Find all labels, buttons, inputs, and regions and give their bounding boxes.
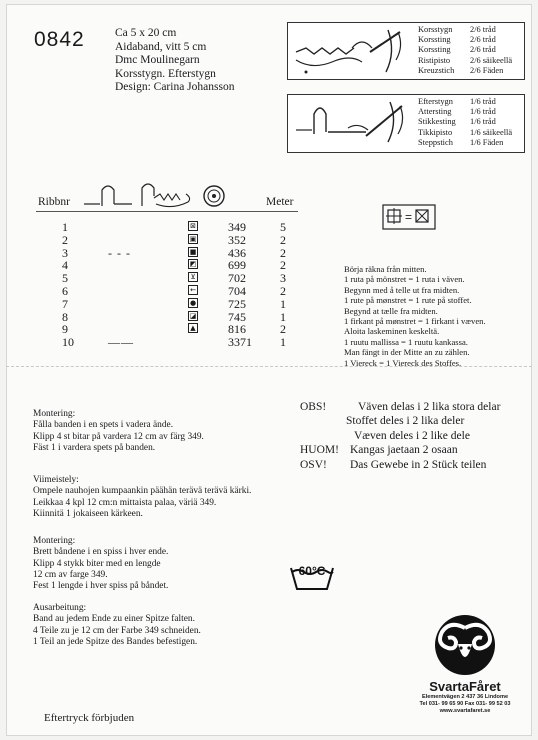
instructions-finnish: Viimeistely: Ompele nauhojen kumpaankin päähän terävä terävä kärki. Leikkaa 4 kpl 12 cm:n mittaista palaa, väriä 349. Kiinnitä 1 jokaiseen kärkeen. — [33, 475, 252, 519]
list-item: Stikkesting 1/6 tråd — [418, 117, 496, 127]
brand-phone: Tel 031- 99 65 90 Fax 031- 99 52 03 — [419, 701, 511, 707]
instructions-swedish: Montering: Fålla banden i en spets i vadera ände. Klipp 4 st bitar på vardera 12 cm av färg 349. Fäst 1 i vardera spets på banden. — [33, 409, 204, 453]
list-item: Tikkipisto 1/6 säikeellä — [418, 127, 513, 137]
back-stitch-needle-icon — [292, 98, 416, 150]
list-item: Ristipisto 2/6 säikeellä — [418, 55, 513, 65]
stitch-symbol: ■ — [189, 247, 197, 256]
list-item: Korsstygn 2/6 tråd — [418, 25, 496, 34]
info-yarn: Dmc Moulinegarn — [115, 54, 200, 67]
cross-stitch-list — [418, 25, 512, 76]
info-size: Ca 5 x 20 cm — [115, 27, 177, 39]
list-item: Efterstygn 1/6 tråd — [418, 97, 496, 106]
stitch-symbol: ● — [189, 298, 197, 307]
table-row: 5 ⊻ 702 3 — [62, 271, 286, 286]
table-row: 4 ◩ 699 2 — [62, 258, 286, 273]
stitch-symbol: ◩ — [189, 260, 197, 269]
table-row: 7 ● 725 1 — [62, 296, 286, 311]
back-stitch-icon — [84, 186, 132, 206]
brand-website: www.svartafaret.se — [439, 708, 491, 714]
list-item: Korssting 2/6 tråd — [418, 45, 496, 55]
instructions-german: Ausarbeitung: Band au jedem Ende zu einer Spitze falten. 4 Teile zu je 12 cm der Farbe 349 schneiden. 1 Teil an jede Spitze des Bandes befestigen. — [33, 603, 201, 647]
color-key-table — [36, 220, 306, 348]
cross-stitch-needle-icon — [292, 26, 416, 78]
list-item: Kreuzstich 2/6 Fäden — [418, 65, 504, 75]
info-stitches: Korsstygn. Efterstygn — [115, 67, 216, 80]
list-item: Attersting 1/6 tråd — [418, 107, 496, 117]
counting-instructions: Börja räkna från mitten. 1 ruta på mönstret = 1 ruta i väven. Begynn med å telle ut fra midten. 1 rute på mønstret = 1 rute på stoffet. Begynd at tælle fra midten. 1 firkant på mønstret = 1 firkant i væven. Aloita laskeminen keskeltä. 1 ruutu mallissa = 1 ruutu kankassa. Man fängt in der Mitte an zu zählen. 1 Viereck = 1 Viereck des Stoffes. — [344, 264, 486, 368]
column-stitch-icons — [84, 180, 264, 212]
list-item: Korssting 2/6 tråd — [418, 35, 496, 45]
info-design: Design: Carina Johansson — [115, 81, 235, 94]
ram-logo-icon — [430, 614, 500, 676]
table-row: 3 - - - ■ 436 2 — [62, 245, 286, 260]
pattern-code: 0842 — [34, 28, 85, 51]
dmc-logo-icon — [204, 186, 224, 206]
grid-equals-icon — [382, 204, 436, 230]
stitch-symbol: ▣ — [189, 234, 197, 243]
cross-stitch-icon — [142, 184, 190, 207]
table-row: 9 ▲ 816 2 — [62, 322, 286, 337]
info-fabric: Aidaband, vitt 5 cm — [115, 40, 207, 53]
equals-sign: = — [405, 210, 413, 224]
header-divider — [36, 211, 298, 212]
brand-address: Elementvägen 2 437 36 Lindome — [421, 694, 509, 700]
back-stitch-list — [418, 97, 512, 148]
wash-60-icon — [288, 562, 336, 592]
stitch-symbol: ← — [188, 285, 198, 295]
copyright-notice: Eftertryck förbjuden — [44, 712, 135, 724]
meter-header: Meter — [266, 196, 294, 208]
stitch-symbol: ⊠ — [188, 221, 198, 231]
table-row: 2 ▣ 352 2 — [62, 232, 286, 247]
brand-block — [406, 614, 524, 715]
brand-name: SvartaFåret — [429, 679, 501, 694]
table-row: 8 ◪ 745 1 — [62, 309, 286, 324]
stitch-symbol: ◪ — [189, 311, 197, 320]
table-row: 10 —— 3371 1 — [62, 335, 286, 350]
pattern-info — [115, 27, 234, 95]
list-item: Steppstich 1/6 Fäden — [418, 137, 504, 147]
stitch-symbol: ▲ — [188, 323, 198, 333]
instructions-norwegian: Montering: Brett båndene i en spiss i hver ende. Klipp 4 stykk biter med en lengde 12 cm av farge 349. Fest 1 lengde i hver spiss på båndet. — [33, 536, 169, 592]
stitch-symbol: ⊻ — [188, 272, 198, 282]
wash-temperature: 60°C — [298, 564, 326, 578]
ribbnr-header: Ribbnr — [38, 196, 70, 208]
table-row: 1 ⊠ 349 5 — [62, 220, 286, 234]
back-stitch-box — [287, 94, 525, 153]
cross-stitch-box — [287, 22, 525, 80]
fold-line — [6, 366, 532, 368]
table-row: 6 ← 704 2 — [62, 283, 286, 298]
